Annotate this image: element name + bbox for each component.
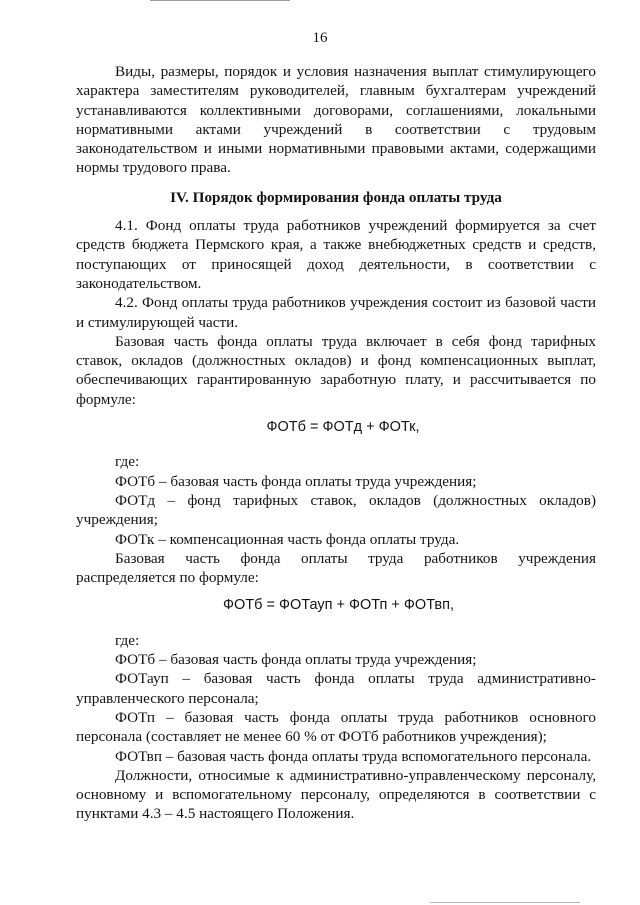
where-label-1: где:: [115, 453, 140, 471]
paragraph-stimulating-payments: Виды, размеры, порядок и условия назначения выплат стимулирующего характера заместителям руководителей, главным бухгалтерам учреждений устанавливаются коллективными договорами, соглашениями, локальными нормативными актами учреждений в соответствии с трудовым законодательством и иными нормативными правовыми актами, содержащими нормы трудового права.: [76, 63, 596, 177]
definition-fotp: ФОТп – базовая часть фонда оплаты труда работников основного персонала (составляет не менее 60 % от ФОТб работников учреждения);: [76, 708, 596, 746]
definition-fotaup: ФОТауп – базовая часть фонда оплаты труда административно-управленческого персонала;: [76, 670, 596, 707]
paragraph-4-1: 4.1. Фонд оплаты труда работников учреждений формируется за счет средств бюджета Пермского края, а также внебюджетных средств и средств, поступающих от приносящей доход деятельности, в соответствии с законодательством.: [76, 217, 596, 292]
definition-fotvp: ФОТвп – базовая часть фонда оплаты труда вспомогательного персонала.: [115, 747, 592, 765]
definition-fotk: ФОТк – компенсационная часть фонда оплаты труда.: [115, 530, 460, 548]
scan-edge-bottom: [430, 902, 580, 903]
formula-base: ФОТб = ФОТд + ФОТк,: [266, 419, 420, 436]
definition-fotd: ФОТд – фонд тарифных ставок, окладов (должностных окладов) учреждения;: [76, 491, 596, 529]
paragraph-distribution: Базовая часть фонда оплаты труда работников учреждения распределяется по формуле:: [76, 549, 596, 587]
page-number: 16: [312, 30, 328, 46]
formula-distribution: ФОТб = ФОТауп + ФОТп + ФОТвп,: [222, 597, 455, 614]
paragraph-base-part: Базовая часть фонда оплаты труда включает в себя фонд тарифных ставок, окладов (должностных окладов) и фонд компенсационных выплат, обеспечивающих гарантированную заработную плату, и рассчитывается по формуле:: [76, 332, 596, 408]
definition-fotb-1: ФОТб – базовая часть фонда оплаты труда учреждения;: [115, 472, 477, 490]
where-label-2: где:: [115, 631, 140, 649]
document-body: [76, 62, 596, 824]
section-heading: IV. Порядок формирования фонда оплаты труда: [170, 188, 502, 206]
paragraph-positions: Должности, относимые к административно-управленческому персоналу, основному и вспомогательному персоналу, определяются в соответствии с пунктами 4.3 – 4.5 настоящего Положения.: [76, 766, 596, 823]
paragraph-4-2: 4.2. Фонд оплаты труда работников учреждения состоит из базовой части и стимулирующей части.: [76, 294, 596, 331]
scan-edge-top: [150, 0, 290, 1]
definition-fotb-2: ФОТб – базовая часть фонда оплаты труда учреждения;: [115, 651, 477, 669]
